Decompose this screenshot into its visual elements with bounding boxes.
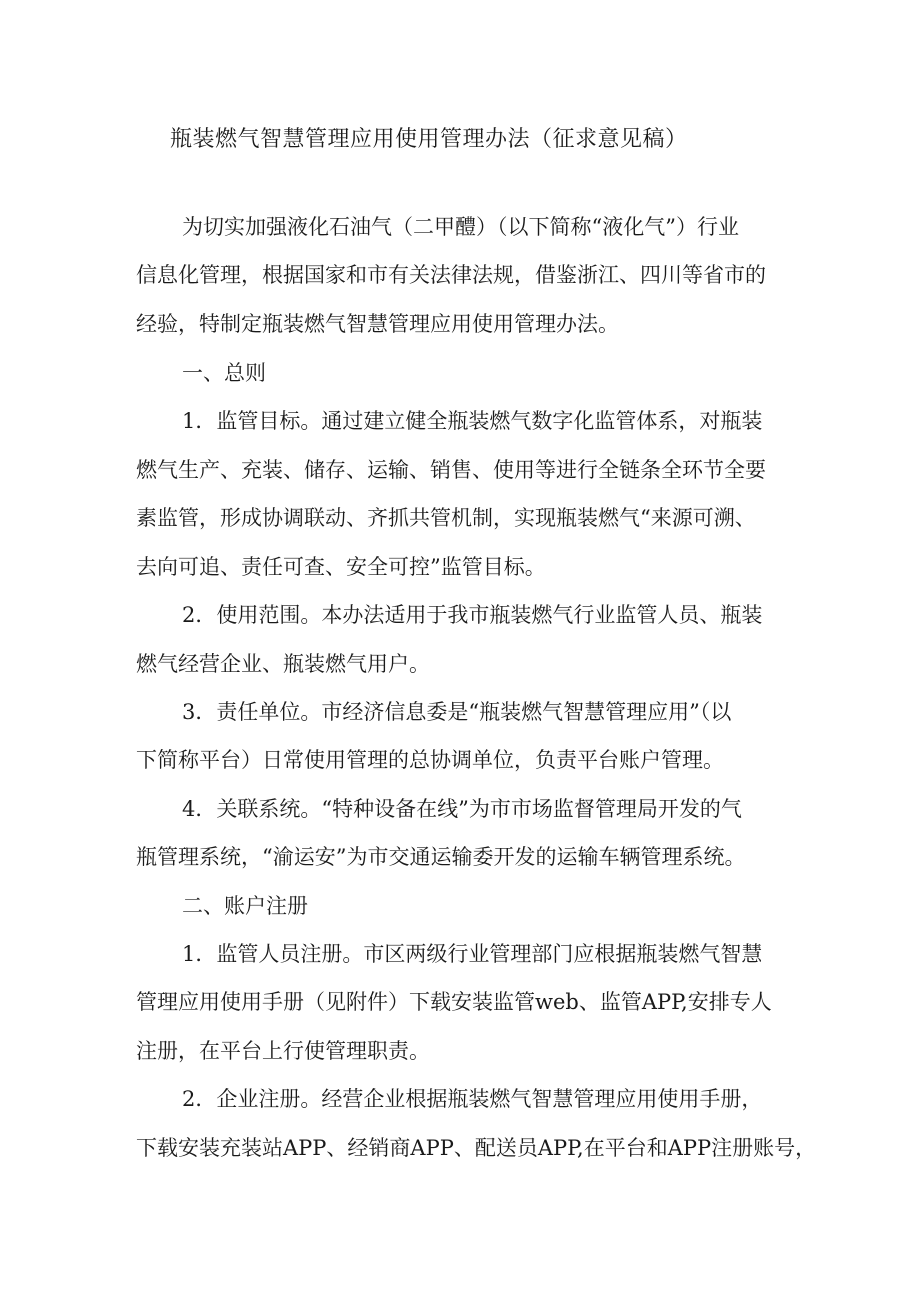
clause-line: 3．责任单位。市经济信息委是“瓶装燃气智慧管理应用”（以 [182, 700, 732, 724]
clause-line: 去向可追、责任可查、安全可控”监管目标。 [136, 555, 546, 579]
clause-line: 注册，在平台上行使管理职责。 [136, 1039, 430, 1063]
clause-line: 燃气经营企业、瓶装燃气用户。 [136, 652, 430, 676]
clause-line: 1．监管目标。通过建立健全瓶装燃气数字化监管体系，对瓶装 [182, 409, 763, 433]
section-heading-account: 二、账户注册 [182, 894, 308, 918]
intro-line: 为切实加强液化石油气（二甲醴）（以下简称“液化气”）行业 [182, 215, 739, 239]
clause-line: 2．企业注册。经营企业根据瓶装燃气智慧管理应用使用手册， [182, 1087, 763, 1111]
clause-line: 下载安装充装站APP、经销商APP、配送员APP,在平台和APP注册账号， [136, 1136, 817, 1160]
clause-line: 管理应用使用手册（见附件）下载安装监管web、监管APP,安排专人 [136, 990, 772, 1014]
clause-line: 燃气生产、充装、储存、运输、销售、使用等进行全链条全环节全要 [136, 458, 766, 482]
intro-line: 经验，特制定瓶装燃气智慧管理应用使用管理办法。 [136, 312, 619, 336]
document-title: 瓶装燃气智慧管理应用使用管理办法（征求意见稿） [170, 127, 688, 152]
clause-line: 瓶管理系统，“渝运安”为市交通运输委开发的运输车辆管理系统。 [136, 845, 746, 869]
clause-line: 2．使用范围。本办法适用于我市瓶装燃气行业监管人员、瓶装 [182, 603, 763, 627]
clause-line: 下简称平台）日常使用管理的总协调单位，负责平台账户管理。 [136, 748, 724, 772]
clause-line: 4．关联系统。“特种设备在线”为市市场监督管理局开发的气 [182, 797, 742, 821]
intro-line: 信息化管理，根据国家和市有关法律法规，借鉴浙江、四川等省市的 [136, 263, 766, 287]
clause-line: 素监管，形成协调联动、齐抓共管机制，实现瓶装燃气“来源可溯、 [136, 506, 756, 530]
clause-line: 1．监管人员注册。市区两级行业管理部门应根据瓶装燃气智慧 [182, 942, 763, 966]
section-heading-general: 一、总则 [182, 361, 266, 385]
